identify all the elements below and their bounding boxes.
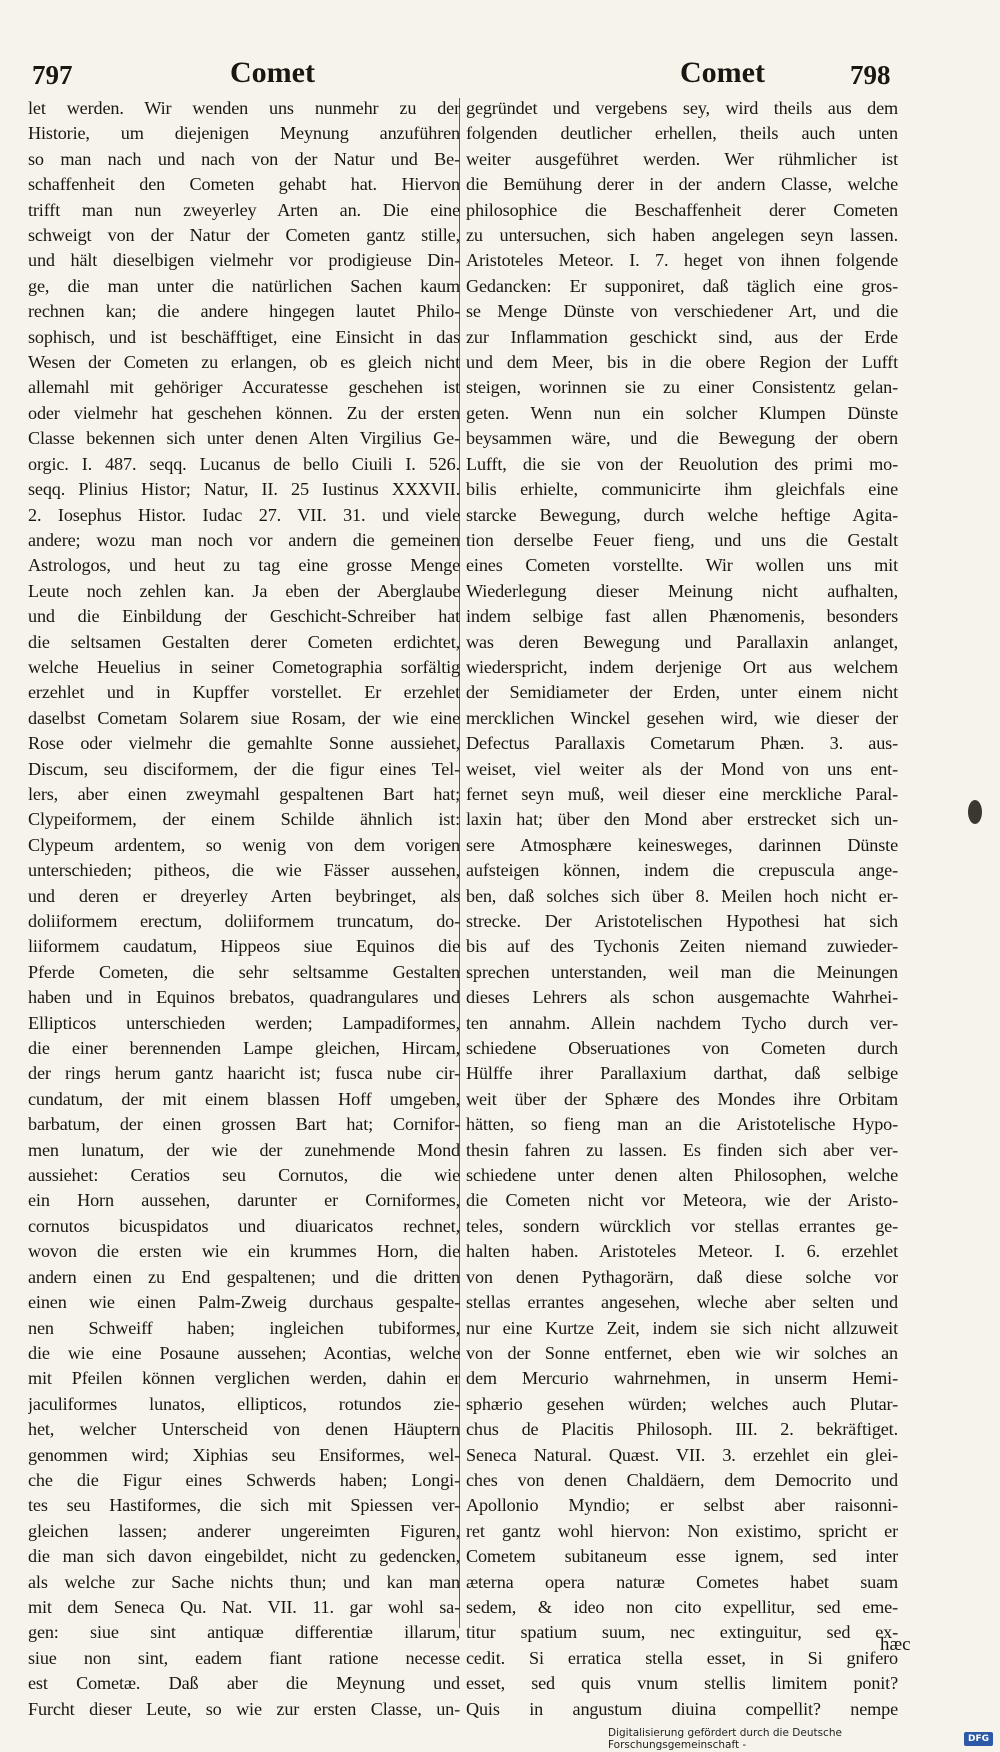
dfg-logo-icon: DFG — [964, 1732, 993, 1746]
left-text-column — [28, 96, 460, 1722]
text-line: jaculiformes lunatos, ellipticos, rotundos zie- — [28, 1393, 460, 1414]
text-line: titur spatium suum, nec extinguitur, sed ex- — [466, 1622, 898, 1643]
page-number-left: 797 — [32, 60, 73, 90]
text-line: welche Heuelius in seiner Cometographia sorfältig — [28, 656, 460, 677]
text-line: die seltsamen Gestalten derer Cometen erdichtet, — [28, 631, 460, 652]
text-line: der rings herum gantz haaricht ist; fusca nube cir- — [28, 1063, 460, 1084]
text-line: che die Figur eines Schwerds haben; Longi- — [28, 1469, 460, 1490]
text-line: daselbst Cometam Solarem siue Rosam, der wie eine — [28, 707, 460, 728]
catchword: hæc — [880, 1634, 911, 1655]
text-line: dieses Lehrers als schon ausgemachte Wahrhei- — [466, 987, 898, 1008]
text-line: von denen Pythagorärn, daß diese solche vor — [466, 1266, 898, 1287]
text-line: schiedene Obseruationes von Cometen durch — [466, 1038, 898, 1059]
text-line: die man sich davon eingebildet, nicht zu gedencken, — [28, 1546, 460, 1567]
text-line: Quis in angustum diuina compellit? nempe — [466, 1698, 898, 1719]
text-line: eines Cometen vorstellte. Wir wollen uns mit — [466, 555, 898, 576]
text-line: Classe bekennen sich unter denen Alten Virgilius Ge- — [28, 428, 460, 449]
text-line: andere; wozu man noch vor andern die gemeinen — [28, 529, 460, 550]
text-line: sprechen unterstanden, weil man die Meinungen — [466, 961, 898, 982]
text-line: laxin hat; über den Mond aber erstrecket sich un- — [466, 809, 898, 830]
text-line: Furcht dieser Leute, so wie zur ersten Classe, un- — [28, 1698, 460, 1719]
text-line: und deren er dreyerley Arten beybringet, als — [28, 885, 460, 906]
text-line: zu untersuchen, sich haben angelegen seyn lassen. — [466, 225, 898, 246]
text-line: let werden. Wir wenden uns nunmehr zu der — [28, 98, 460, 118]
text-line: als welche zur Sache nichts thun; und kan man — [28, 1571, 460, 1592]
text-line: lers, aber einen zweymahl gespaltenen Bart hat; — [28, 783, 460, 804]
text-line: het, welcher Unterscheid von denen Häuptern — [28, 1419, 460, 1440]
text-line: wiederspricht, indem derjenige Ort aus welchem — [466, 656, 898, 677]
text-line: folgenden deutlicher erhellen, theils auch unten — [466, 123, 898, 144]
text-line: Pferde Cometen, die sehr seltsamme Gestalten — [28, 961, 460, 982]
text-line: Leute noch zehlen kan. Ja eben der Aberglaube — [28, 580, 460, 601]
text-line: strecke. Der Aristotelischen Hypothesi hat sich — [466, 911, 898, 931]
text-line: teles, sondern würcklich vor stellas errantes ge- — [466, 1215, 898, 1236]
text-line: so man nach und nach von der Natur und Be- — [28, 148, 460, 169]
ink-blot — [968, 800, 982, 824]
text-line: Aristoteles Meteor. I. 7. heget von ihnen folgende — [466, 250, 898, 271]
text-line: cedit. Si erratica stella esset, in Si gnifero — [466, 1647, 898, 1668]
text-line: indem selbige fast allen Phænomenis, besonders — [466, 606, 898, 627]
text-line: ge, die man unter die natürlichen Sachen kaum — [28, 275, 460, 296]
page-number-right: 798 — [850, 60, 891, 90]
text-line: mit dem Seneca Qu. Nat. VII. 11. gar wohl sa- — [28, 1596, 460, 1617]
text-line: unterschieden; pitheos, die wie Fässer aussehen, — [28, 860, 460, 881]
text-line: seqq. Plinius Histor; Natur, II. 25 Iustinus XXXVII. — [28, 479, 460, 500]
digitization-footer — [608, 1729, 993, 1749]
text-line: fernet seyn muß, weil dieser eine merckliche Paral- — [466, 783, 898, 804]
text-line: mercklichen Winckel gesehen wird, wie dieser der — [466, 707, 898, 728]
text-line: weiset, viel weiter als der Mond von uns ent- — [466, 758, 898, 779]
text-line: aufsteigen können, indem die crepuscula ange- — [466, 860, 898, 881]
text-line: ten annahm. Allein nachdem Tycho durch ver- — [466, 1012, 898, 1033]
text-line: Clypeiformem, der einem Schilde ähnlich ist: — [28, 809, 460, 830]
text-line: sphærio gesehen würden; welches auch Plutar- — [466, 1393, 898, 1414]
right-text-column — [466, 96, 898, 1722]
running-head-right: Comet — [680, 56, 765, 89]
text-line: se Menge Dünste von verschiedener Art, und die — [466, 301, 898, 322]
text-line: esset, sed quis vnum stellis limitem ponit? — [466, 1673, 898, 1694]
text-line: einen wie einen Palm-Zweig durchaus gespalte- — [28, 1292, 460, 1313]
text-line: allemahl mit gehöriger Accuratesse geschehen ist — [28, 377, 460, 398]
text-line: die wie eine Posaune aussehen; Acontias, welche — [28, 1342, 460, 1363]
text-line: der Semidiameter der Erden, unter einem nicht — [466, 682, 898, 703]
text-line: Hülffe ihrer Parallaxium darthat, daß selbige — [466, 1063, 898, 1084]
text-line: die einer berennenden Lampe gleichen, Hircam, — [28, 1038, 460, 1059]
text-line: gegründet und vergebens sey, wird theils aus dem — [466, 98, 898, 118]
text-line: wovon die ersten wie ein krummes Horn, die — [28, 1241, 460, 1262]
text-line: weiter ausgeführet werden. Wer rühmlicher ist — [466, 148, 898, 169]
text-line: men lunatum, der wie der zunehmende Mond — [28, 1139, 460, 1160]
text-line: mit Pfeilen können verglichen werden, dahin er — [28, 1368, 460, 1389]
text-line: sedem, & ideo non cito expellitur, sed eme- — [466, 1596, 898, 1617]
text-line: tion derselbe Feuer fieng, und uns die Gestalt — [466, 529, 898, 550]
text-line: stellas errantes angesehen, wleche aber selten und — [466, 1292, 898, 1313]
text-line: beysammen wäre, und die Bewegung der obern — [466, 428, 898, 449]
text-line: philosophice die Beschaffenheit derer Cometen — [466, 199, 898, 220]
text-line: barbatum, der einen grossen Bart hat; Cornifor- — [28, 1114, 460, 1135]
text-line: dem Mercurio wahrnehmen, in unserm Hemi- — [466, 1368, 898, 1389]
text-line: ret gantz wohl hiervon: Non existimo, spricht er — [466, 1520, 898, 1541]
running-head-left: Comet — [230, 56, 315, 89]
text-line: nur eine Kurtze Zeit, indem sie sich nicht allzuweit — [466, 1317, 898, 1338]
text-line: haben und in Equinos brebatos, quadrangulares und — [28, 987, 460, 1008]
text-line: steigen, worinnen sie zu einer Consistentz gelan- — [466, 377, 898, 398]
text-line: und die Einbildung der Geschicht-Schreiber hat — [28, 606, 460, 627]
text-line: schweigt von der Natur der Cometen gantz stille, — [28, 225, 460, 246]
text-line: und dem Meer, bis in die obere Region der Lufft — [466, 352, 898, 373]
text-line: doliiformem erectum, doliiformem truncatum, do- — [28, 911, 460, 931]
text-line: die Bemühung derer in der andern Classe, welche — [466, 174, 898, 195]
text-line: Apollonio Myndio; er selbst aber raisonni- — [466, 1495, 898, 1516]
text-line: cundatum, der mit einem blassen Hoff umgeben, — [28, 1088, 460, 1109]
text-line: Wesen der Cometen zu erlangen, ob es gleich nicht — [28, 352, 460, 373]
text-line: und hält dieselbigen vielmehr vor prodigieuse Din- — [28, 250, 460, 271]
text-line: andern einen zu End gespaltenen; und die dritten — [28, 1266, 460, 1287]
text-line: chus de Placitis Philosoph. III. 2. bekräftiget. — [466, 1419, 898, 1440]
text-line: ein Horn aussehen, darunter er Corniformes, — [28, 1190, 460, 1211]
text-line: æterna opera naturæ Cometes habet suam — [466, 1571, 898, 1592]
text-line: Discum, seu disciformem, der die figur eines Tel- — [28, 758, 460, 779]
text-line: Wiederlegung dieser Meinung nicht aufhalten, — [466, 580, 898, 601]
text-line: die Cometen nicht vor Meteora, wie der Aristo- — [466, 1190, 898, 1211]
text-line: oder vielmehr hat geschehen können. Zu der ersten — [28, 402, 460, 423]
text-line: Defectus Parallaxis Cometarum Phæn. 3. aus- — [466, 733, 898, 754]
text-line: Cometem subitaneum esse ignem, sed inter — [466, 1546, 898, 1567]
text-line: trifft man nun zweyerley Arten an. Die eine — [28, 199, 460, 220]
text-line: 2. Iosephus Histor. Iudac 27. VII. 31. und viele — [28, 504, 460, 525]
text-line: tes seu Hastiformes, die sich mit Spiessen ver- — [28, 1495, 460, 1516]
text-line: siue non sint, eadem fiant ratione necesse — [28, 1647, 460, 1668]
text-line: liiformem caudatum, Hippeos siue Equinos die — [28, 936, 460, 957]
text-line: halten haben. Aristoteles Meteor. I. 6. erzehlet — [466, 1241, 898, 1262]
text-line: cornutos bicuspidatos und diuaricatos rechnet, — [28, 1215, 460, 1236]
text-line: ben, daß solches sich über 8. Meilen hoch nicht er- — [466, 885, 898, 906]
text-line: sophisch, und ist beschäfftiget, eine Einsicht in das — [28, 326, 460, 347]
text-line: aussiehet: Ceratios seu Cornutos, die wie — [28, 1165, 460, 1186]
text-line: hätten, so fieng man an die Aristotelische Hypo- — [466, 1114, 898, 1135]
text-line: Historie, um diejenigen Meynung anzuführen — [28, 123, 460, 144]
text-line: Rose oder vielmehr die gemahlte Sonne aussiehet, — [28, 733, 460, 754]
text-line: bis auf des Tychonis Zeiten niemand zuwieder- — [466, 936, 898, 957]
text-line: gen: siue sint antiquæ differentiæ illarum, — [28, 1622, 460, 1643]
text-line: schaffenheit den Cometen gehabt hat. Hiervon — [28, 174, 460, 195]
text-line: genommen wird; Xiphias seu Ensiformes, wel- — [28, 1444, 460, 1465]
text-line: thesin fahren zu lassen. Es finden sich aber ver- — [466, 1139, 898, 1160]
text-line: was deren Bewegung und Parallaxin anlanget, — [466, 631, 898, 652]
text-line: Clypeum ardentem, so wenig von dem vorigen — [28, 834, 460, 855]
text-line: weit über der Sphære des Mondes ihre Orbitam — [466, 1088, 898, 1109]
text-line: Lufft, die sie von der Reuolution des primi mo- — [466, 453, 898, 474]
text-line: bilis erhielte, communicirte ihm gleichfals eine — [466, 479, 898, 500]
text-line: Gedancken: Er supponiret, daß täglich eine gros- — [466, 275, 898, 296]
text-line: von der Sonne entfernet, eben wie wir solches an — [466, 1342, 898, 1363]
footer-text: Digitalisierung gefördert durch die Deutsche Forschungsgemeinschaft - — [608, 1727, 842, 1751]
text-line: nen Schweiff haben; ingleichen tubiformes, — [28, 1317, 460, 1338]
page-header — [30, 56, 910, 96]
text-line: sere Atmosphære keinesweges, darinnen Dünste — [466, 834, 898, 855]
text-line: Ellipticos unterschieden werden; Lampadiformes, — [28, 1012, 460, 1033]
text-line: geten. Wenn nun ein solcher Klumpen Dünste — [466, 402, 898, 423]
text-line: schiedene unter denen alten Philosophen, welche — [466, 1165, 898, 1186]
text-line: orgic. I. 487. seqq. Lucanus de bello Ciuili I. 526. — [28, 453, 460, 474]
text-line: zur Inflammation geschickt sind, aus der Erde — [466, 326, 898, 347]
text-line: rechnen kan; die andere hingegen lautet Philo- — [28, 301, 460, 322]
text-line: Seneca Natural. Quæst. VII. 3. erzehlet ein glei- — [466, 1444, 898, 1465]
text-line: est Cometæ. Daß aber die Meynung und — [28, 1673, 460, 1694]
text-line: ches von denen Chaldäern, dem Democrito und — [466, 1469, 898, 1490]
text-line: starcke Bewegung, durch welche heftige Agita- — [466, 504, 898, 525]
text-line: gleichen lassen; anderer ungereimten Figuren, — [28, 1520, 460, 1541]
text-line: Astrologos, und heut zu tag eine grosse Menge — [28, 555, 460, 576]
text-line: erzehlet und in Kupffer vorstellet. Er erzehlet — [28, 682, 460, 703]
